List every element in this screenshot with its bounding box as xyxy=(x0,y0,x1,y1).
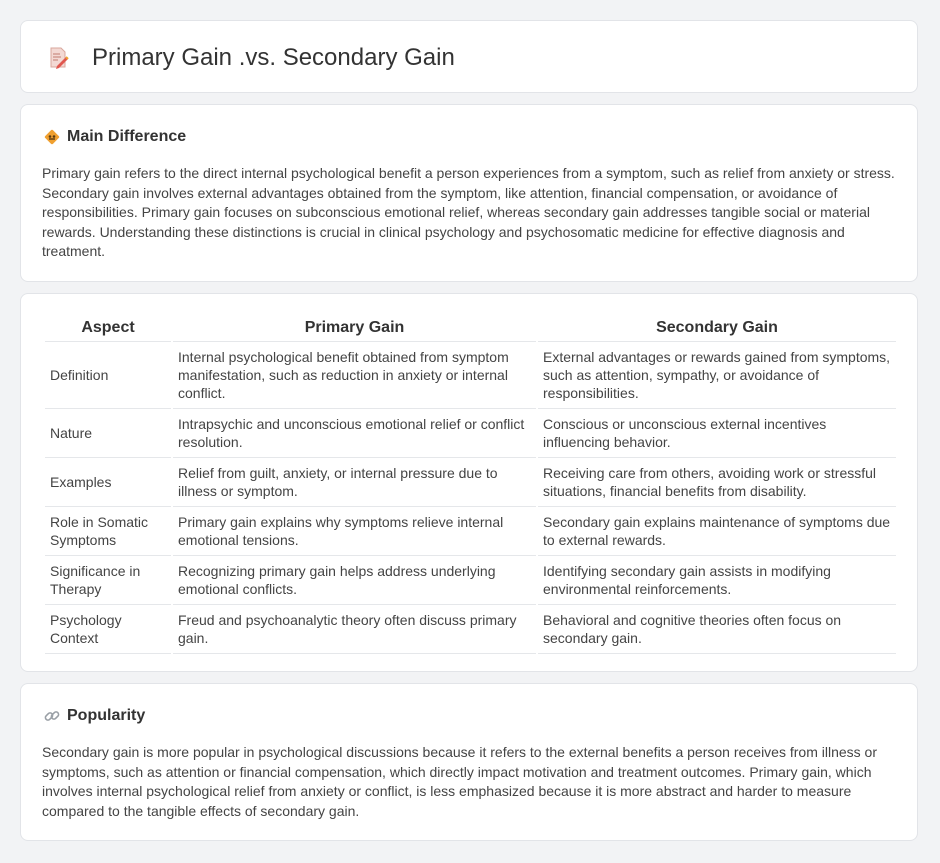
popularity-card xyxy=(20,683,918,841)
table-row xyxy=(45,605,896,654)
secondary-gain-cell: Behavioral and cognitive theories often focus on secondary gain. xyxy=(538,605,896,654)
header-primary-gain: Primary Gain xyxy=(173,314,536,342)
page-title: Primary Gain .vs. Secondary Gain xyxy=(92,44,455,71)
table-row xyxy=(45,458,896,507)
diamond-sign-icon xyxy=(43,128,61,146)
popularity-header xyxy=(43,705,145,727)
main-difference-text: Primary gain refers to the direct internal psychological benefit a person experiences from a symptom, such as relief from anxiety or stress. Secondary gain involves external advantages obtained from the symptom, like attention, financial compensation, or avoidance of responsibilities. Primary gain focuses on subconscious emotional relief, whereas secondary gain addresses tangible social or material rewards. Understanding these distinctions is crucial in clinical psychology and psychosomatic medicine for effective diagnosis and treatment. xyxy=(42,165,895,259)
header-secondary-gain: Secondary Gain xyxy=(538,314,896,342)
secondary-gain-cell: Conscious or unconscious external incentives influencing behavior. xyxy=(538,409,896,458)
primary-gain-cell: Internal psychological benefit obtained from symptom manifestation, such as reduction in anxiety or internal conflict. xyxy=(173,342,536,409)
secondary-gain-cell: Receiving care from others, avoiding work or stressful situations, financial benefits from disability. xyxy=(538,458,896,507)
primary-gain-cell: Primary gain explains why symptoms relieve internal emotional tensions. xyxy=(173,507,536,556)
primary-gain-cell: Freud and psychoanalytic theory often discuss primary gain. xyxy=(173,605,536,654)
table-row xyxy=(45,409,896,458)
aspect-cell: Examples xyxy=(45,458,171,507)
main-difference-card xyxy=(20,104,918,282)
link-icon xyxy=(43,707,61,725)
header-aspect: Aspect xyxy=(45,314,171,342)
aspect-cell: Nature xyxy=(45,409,171,458)
comparison-table xyxy=(43,314,898,654)
title-card xyxy=(20,20,918,93)
secondary-gain-cell: Identifying secondary gain assists in modifying environmental reinforcements. xyxy=(538,556,896,605)
comparison-card xyxy=(20,293,918,672)
secondary-gain-cell: Secondary gain explains maintenance of symptoms due to external rewards. xyxy=(538,507,896,556)
aspect-cell: Psychology Context xyxy=(45,605,171,654)
popularity-heading: Popularity xyxy=(67,707,146,724)
main-difference-heading: Main Difference xyxy=(67,128,187,145)
aspect-cell: Significance in Therapy xyxy=(45,556,171,605)
table-header-row xyxy=(45,314,896,342)
primary-gain-cell: Relief from guilt, anxiety, or internal pressure due to illness or symptom. xyxy=(173,458,536,507)
aspect-cell: Definition xyxy=(45,342,171,409)
document-pencil-icon xyxy=(48,47,70,69)
aspect-cell: Role in Somatic Symptoms xyxy=(45,507,171,556)
primary-gain-cell: Intrapsychic and unconscious emotional relief or conflict resolution. xyxy=(173,409,536,458)
primary-gain-cell: Recognizing primary gain helps address underlying emotional conflicts. xyxy=(173,556,536,605)
secondary-gain-cell: External advantages or rewards gained from symptoms, such as attention, sympathy, or avoidance of responsibilities. xyxy=(538,342,896,409)
popularity-text: Secondary gain is more popular in psychological discussions because it refers to the external benefits a person receives from illness or symptoms, such as attention or financial compensation, which directly impact motivation and treatment outcomes. Primary gain, which involves internal psychological relief from anxiety or conflict, is less emphasized because it is more abstract and harder to measure compared to the tangible effects of secondary gain. xyxy=(42,744,877,819)
table-row xyxy=(45,342,896,409)
table-row xyxy=(45,507,896,556)
table-row xyxy=(45,556,896,605)
main-difference-header xyxy=(43,126,186,148)
